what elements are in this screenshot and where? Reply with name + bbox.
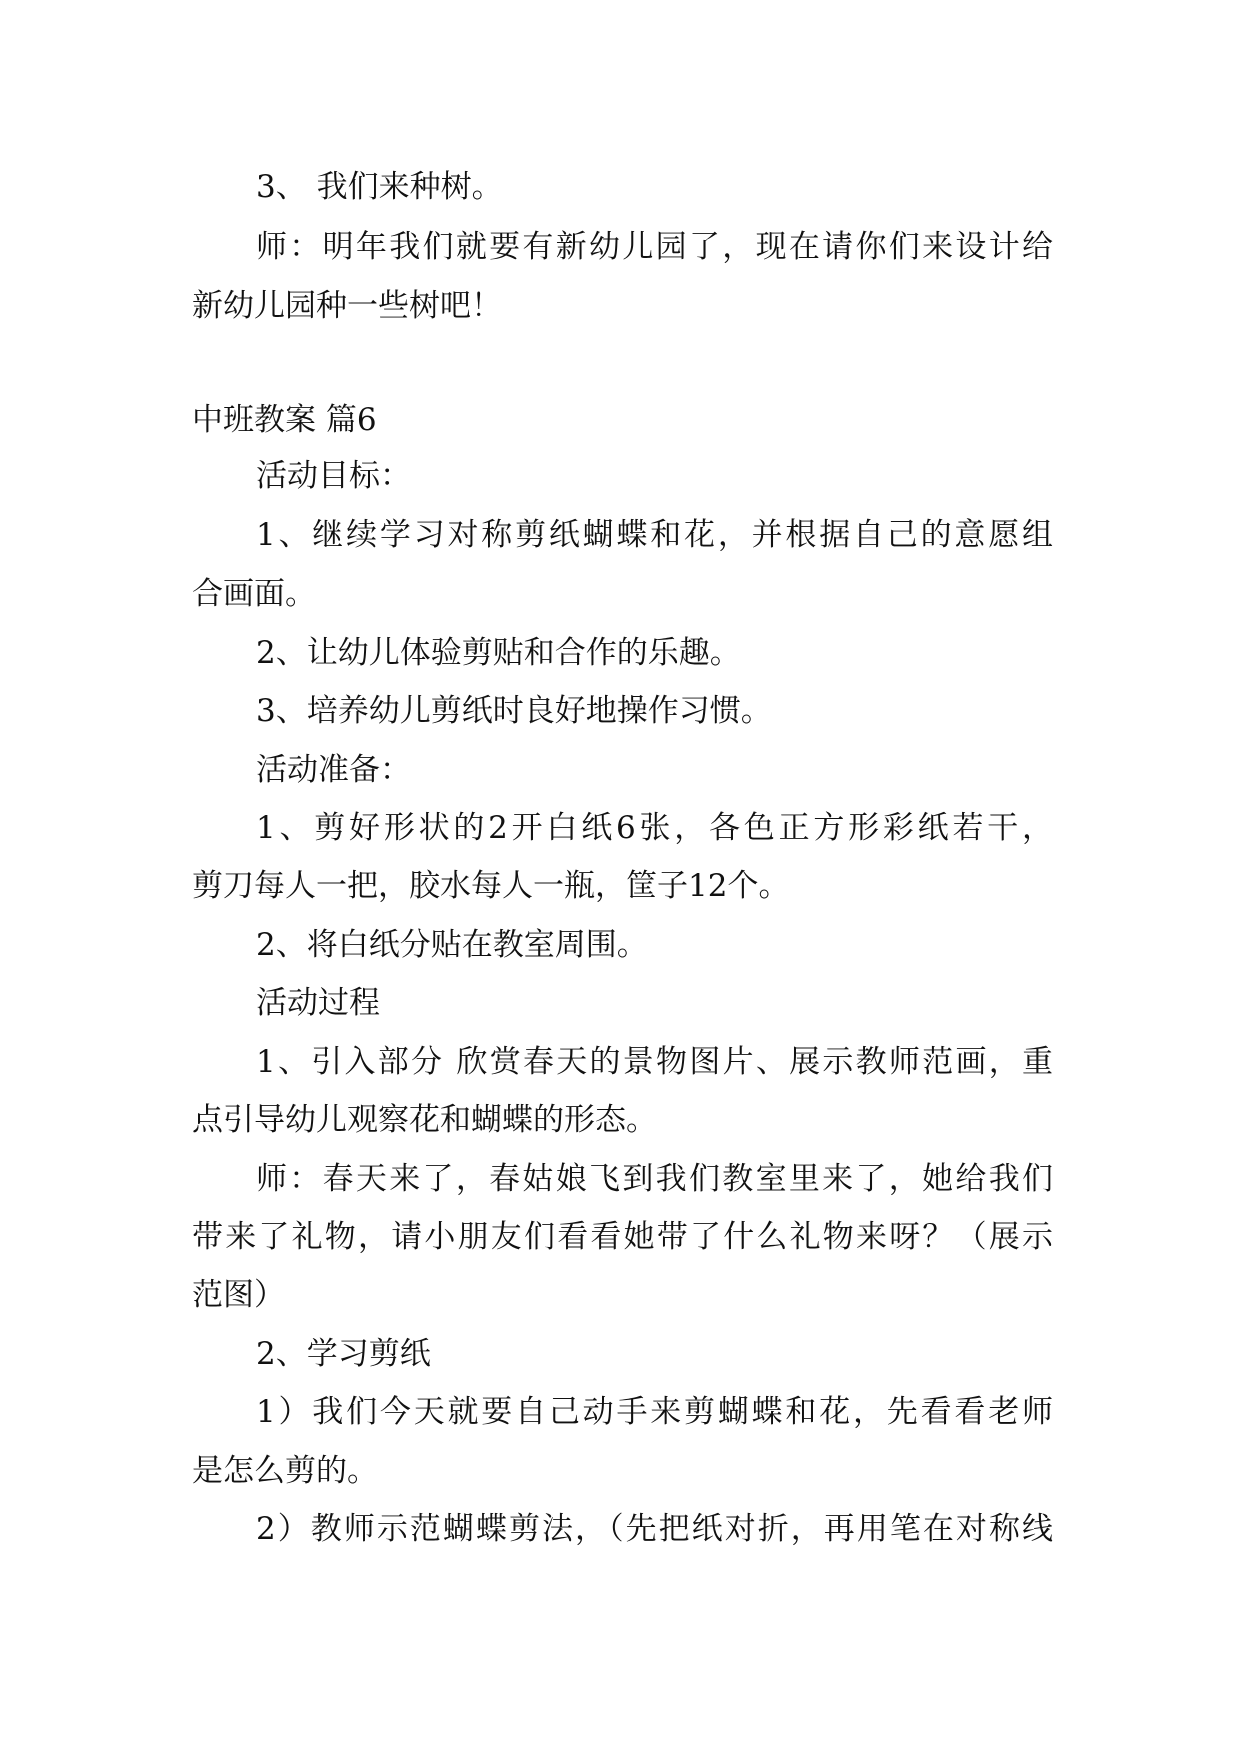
text-line: 师：明年我们就要有新幼儿园了，现在请你们来设计给 <box>256 229 1053 265</box>
text-line: 合画面。 <box>192 576 316 612</box>
text-line: 活动目标： <box>256 458 411 494</box>
text-line: 带来了礼物，请小朋友们看看她带了什么礼物来呀？（展示 <box>192 1219 1053 1255</box>
text-line: 1、继续学习对称剪纸蝴蝶和花，并根据自己的意愿组 <box>256 517 1053 553</box>
text-line: 2、让幼儿体验剪贴和合作的乐趣。 <box>256 635 741 671</box>
text-line: 活动准备： <box>256 752 411 788</box>
text-line: 新幼儿园种一些树吧！ <box>192 288 502 324</box>
section-heading: 中班教案 篇6 <box>192 402 377 438</box>
text-line: 1）我们今天就要自己动手来剪蝴蝶和花，先看看老师 <box>256 1394 1053 1430</box>
text-line: 2、学习剪纸 <box>256 1336 431 1372</box>
text-line: 1、剪好形状的2开白纸6张，各色正方形彩纸若干， <box>256 810 1053 846</box>
text-line: 范图） <box>192 1277 285 1313</box>
text-line: 2）教师示范蝴蝶剪法，（先把纸对折，再用笔在对称线 <box>256 1511 1053 1547</box>
text-line: 3、培养幼儿剪纸时良好地操作习惯。 <box>256 693 772 729</box>
text-line: 是怎么剪的。 <box>192 1453 378 1489</box>
text-line: 1、引入部分 欣赏春天的景物图片、展示教师范画，重 <box>256 1044 1053 1080</box>
text-line: 剪刀每人一把，胶水每人一瓶，筐子12个。 <box>192 868 790 904</box>
text-line: 师：春天来了，春姑娘飞到我们教室里来了，她给我们 <box>256 1161 1053 1197</box>
text-line: 点引导幼儿观察花和蝴蝶的形态。 <box>192 1102 657 1138</box>
text-line: 3、 我们来种树。 <box>256 169 503 205</box>
text-line: 2、将白纸分贴在教室周围。 <box>256 927 648 963</box>
text-line: 活动过程 <box>256 985 380 1021</box>
